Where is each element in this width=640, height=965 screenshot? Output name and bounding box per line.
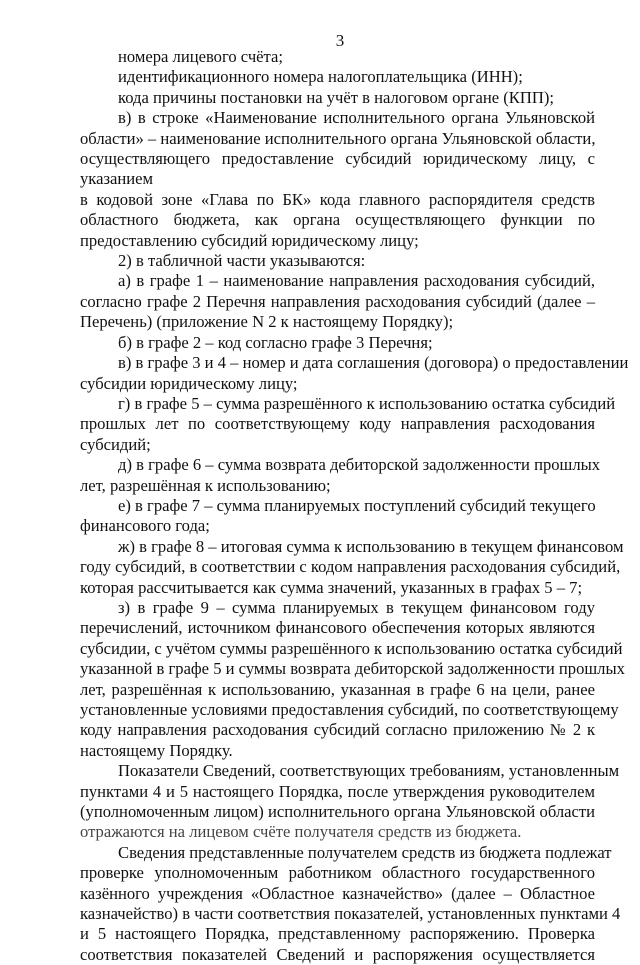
text-line: субсидий;	[80, 434, 151, 454]
page-number: 3	[335, 31, 345, 50]
text-line: з) в графе 9 – сумма планируемых в текущем финансовом году	[118, 597, 595, 617]
text-line: номера лицевого счёта;	[118, 47, 283, 66]
text-line: лет, разрешённая к использованию, указанная в графе 6 на цели, ранее	[80, 679, 595, 699]
text-line: указанием	[80, 169, 154, 189]
text-line: Перечень) (приложение N 2 к настоящему Порядку);	[80, 312, 454, 332]
text-line: казначейство) в части соответствия показателей, установленных пунктами 4	[80, 904, 621, 924]
text-line: коду направления расходования субсидий согласно приложению № 2 к	[80, 720, 595, 740]
text-line: в) в графе 3 и 4 – номер и дата соглашения (договора) о предоставлении	[118, 353, 629, 373]
text-line: г) в графе 5 – сумма разрешённого к использованию остатка субсидий	[118, 393, 616, 413]
text-line: Показатели Сведений, соответствующих требованиям, установленным	[118, 761, 620, 781]
text-line: Сведения представленные получателем средств из бюджета подлежат	[118, 842, 612, 862]
text-line: указанной в графе 5 и суммы возврата дебиторской задолженности прошлых	[80, 659, 625, 679]
text-line: проверке уполномоченным работником областного государственного	[80, 863, 595, 883]
text-line: в) в строке «Наименование исполнительного органа Ульяновской	[118, 108, 595, 128]
text-line: субсидии юридическому лицу;	[80, 373, 298, 393]
text-line: в кодовой зоне «Глава по БК» кода главного распорядителя средств	[80, 189, 595, 209]
text-line: прошлых лет по соответствующему коду направления расходования	[80, 414, 595, 434]
text-line: субсидии, с учётом суммы разрешённого к использованию остатка субсидий	[80, 638, 623, 658]
text-line: д) в графе 6 – сумма возврата дебиторской задолженности прошлых	[118, 455, 601, 475]
text-line: кода причины постановки на учёт в налоговом органе (КПП);	[118, 87, 554, 107]
text-line: б) в графе 2 – код согласно графе 3 Перечня;	[118, 332, 433, 352]
text-line: предоставлению субсидий юридическому лицу;	[80, 230, 419, 250]
text-line: установленные условиями предоставления субсидий, по соответствующему	[80, 700, 619, 719]
text-line: которая рассчитывается как сумма значений, указанных в графах 5 – 7;	[80, 577, 583, 597]
text-line: соответствия показателей Сведений и распоряжения осуществляется	[80, 944, 595, 964]
text-line: (уполномоченным лицом) исполнительного органа Ульяновской области	[80, 802, 595, 822]
text-line: году субсидий, в соответствии с кодом направления расходования субсидий,	[80, 557, 621, 577]
text-line: пунктами 4 и 5 настоящего Порядка, после утверждения руководителем	[80, 781, 595, 801]
text-line: и 5 настоящего Порядка, представленному распоряжению. Проверка	[80, 924, 595, 944]
text-line: осуществляющего предоставление субсидий юридическому лицу, с	[80, 149, 595, 169]
text-line: казённого учреждения «Областное казначейство» (далее – Областное	[80, 883, 595, 903]
text-line: области» – наименование исполнительного органа Ульяновской области,	[80, 128, 596, 148]
text-line: перечислений, источником финансового обеспечения которых являются	[80, 618, 595, 638]
text-line: лет, разрешённая к использованию;	[80, 475, 331, 495]
text-line: идентификационного номера налогоплательщика (ИНН);	[118, 67, 523, 87]
text-line: областного бюджета, как органа осуществляющего функции по	[80, 210, 595, 230]
text-line: а) в графе 1 – наименование направления расходования субсидий,	[118, 271, 595, 291]
text-line: настоящему Порядку.	[80, 740, 233, 760]
text-line: согласно графе 2 Перечня направления расходования субсидий (далее –	[80, 291, 595, 311]
text-line: финансового года;	[80, 516, 210, 536]
text-line: отражаются на лицевом счёте получателя средств из бюджета.	[80, 822, 522, 842]
document-body	[80, 47, 629, 965]
text-line: ж) в графе 8 – итоговая сумма к использованию в текущем финансовом	[118, 536, 624, 556]
text-line: е) в графе 7 – сумма планируемых поступлений субсидий текущего	[118, 495, 596, 515]
text-line: 2) в табличной части указываются:	[118, 251, 366, 271]
